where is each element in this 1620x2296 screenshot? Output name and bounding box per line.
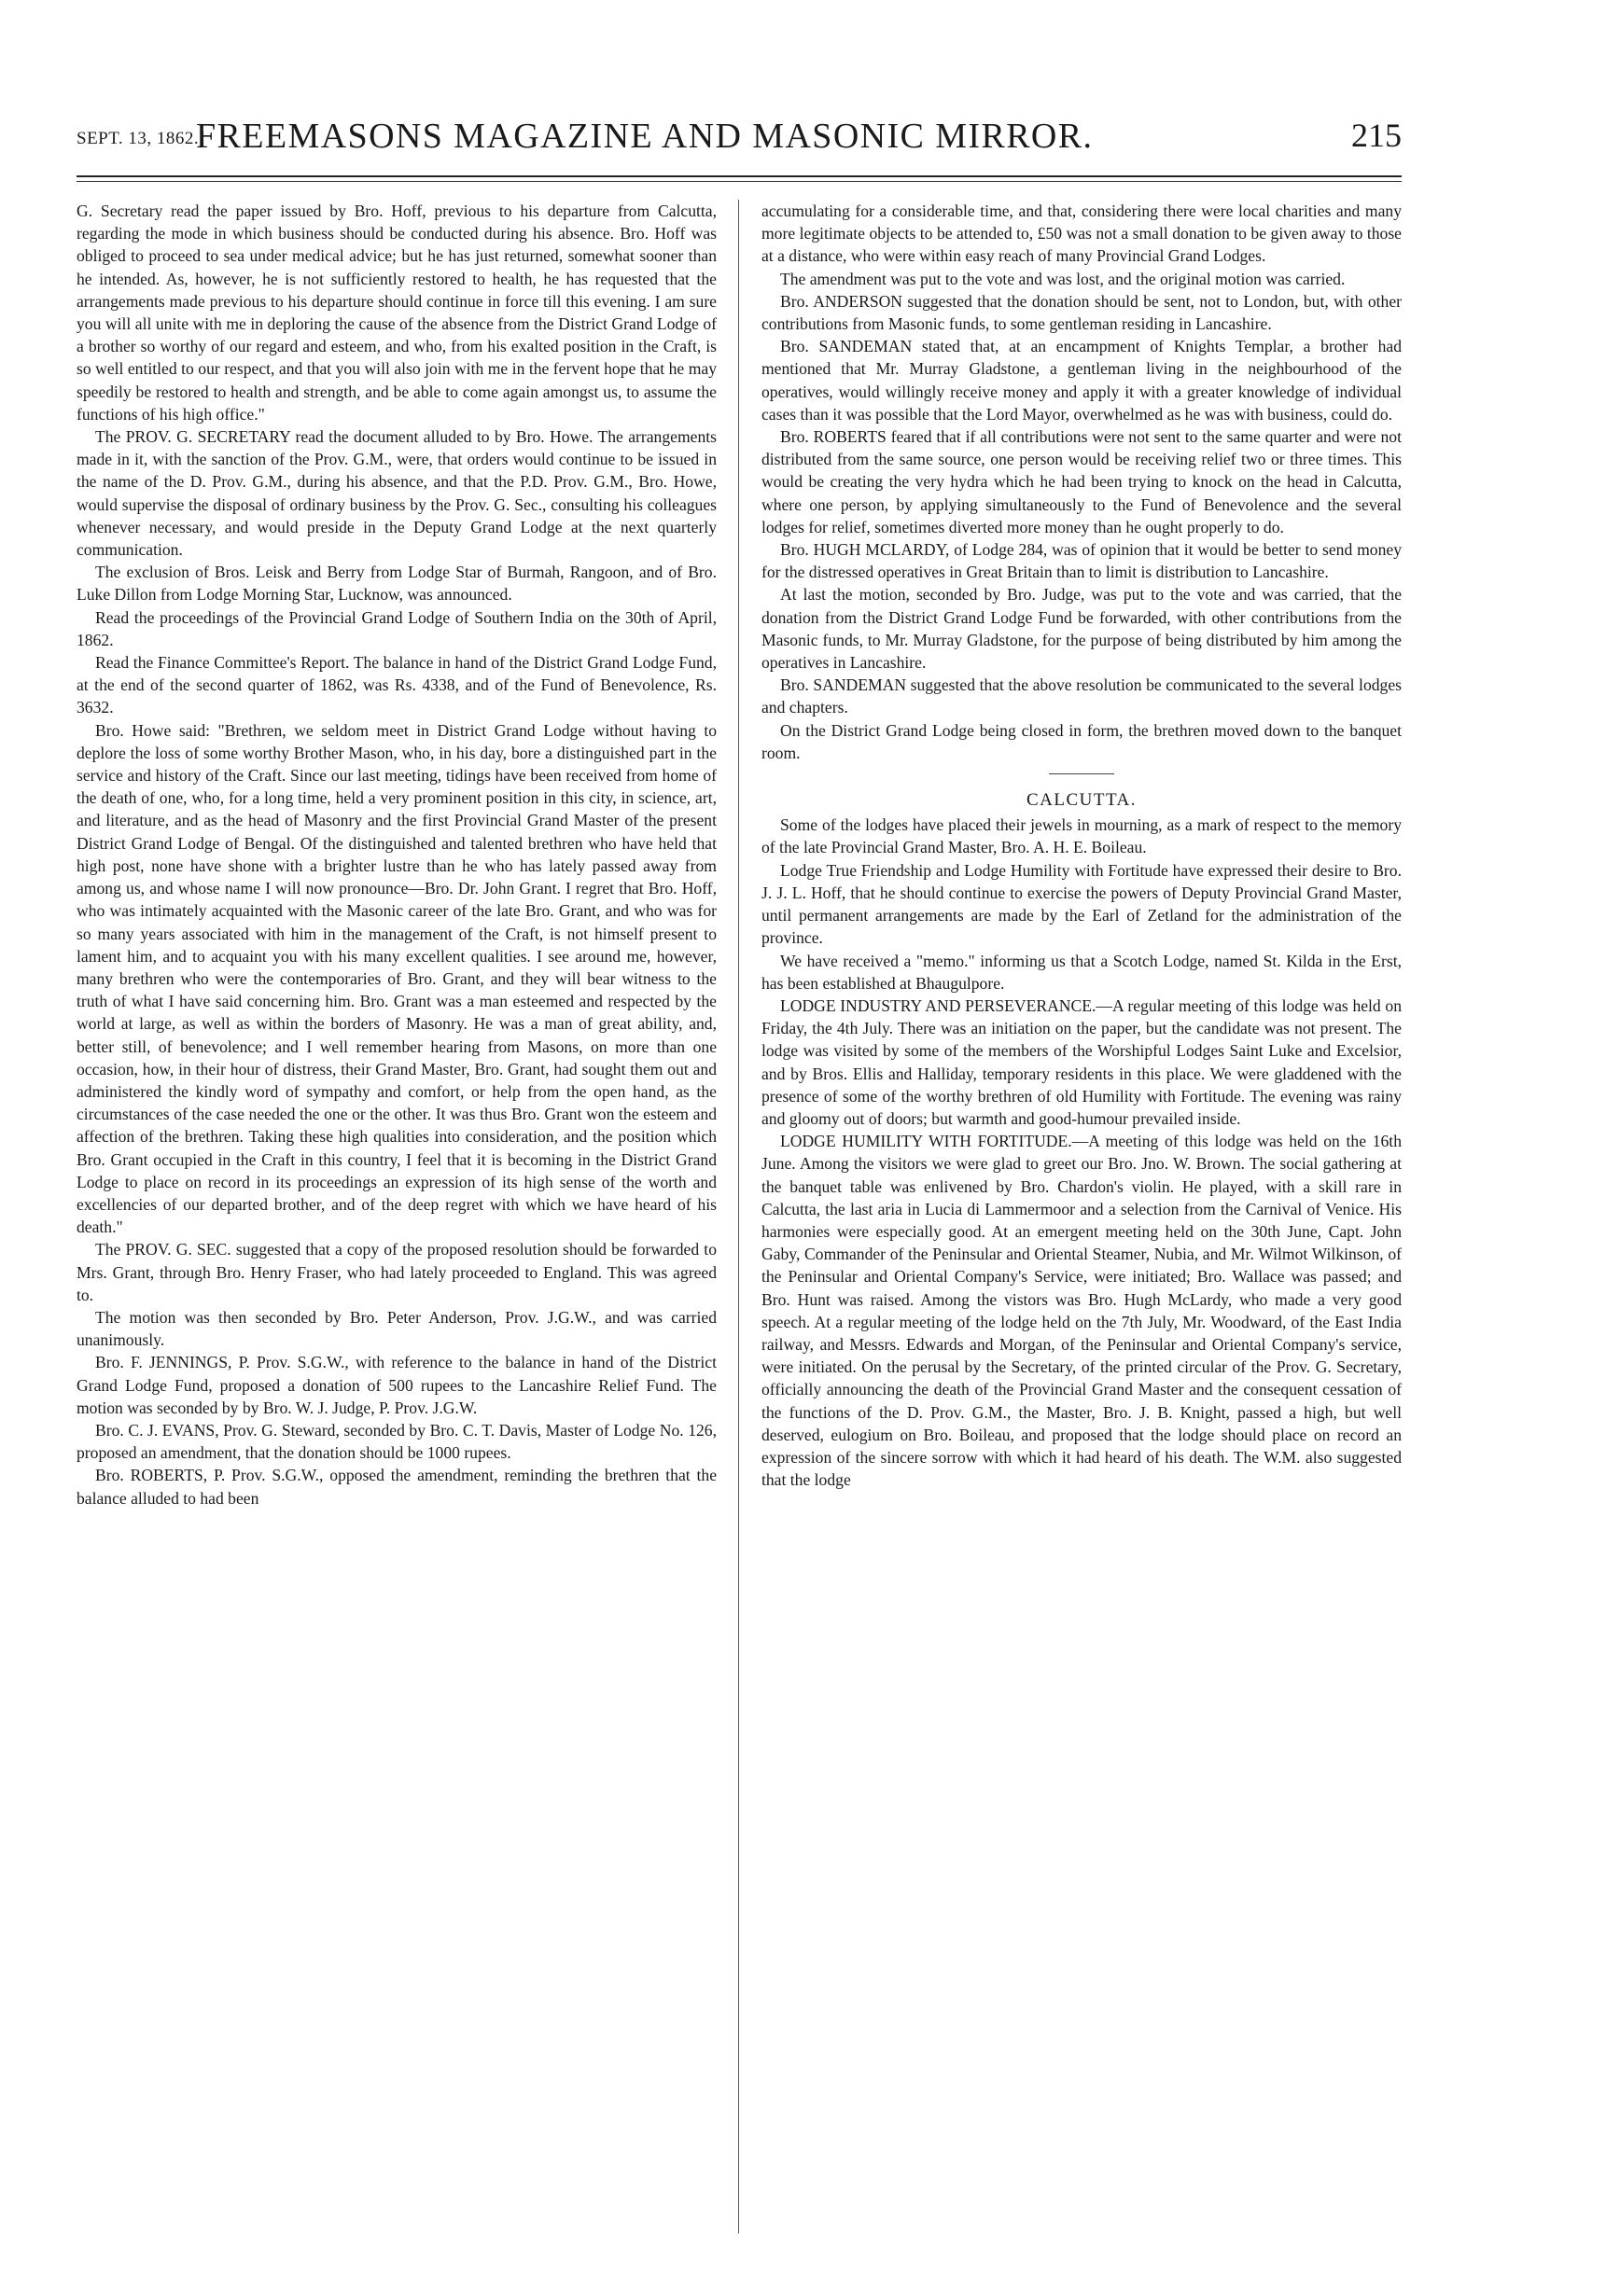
paragraph: The amendment was put to the vote and was lost, and the original motion was carried. [780, 269, 1346, 288]
right-column [761, 200, 1402, 2233]
paragraph: Bro. ROBERTS, P. Prov. S.G.W., opposed the amendment, reminding the brethren that the balance alluded to had been [77, 1466, 717, 1508]
paragraph: The exclusion of Bros. Leisk and Berry from Lodge Star of Burmah, Rangoon, and of Bro. Luke Dillon from Lodge Morning Star, Lucknow, was announced. [77, 563, 717, 605]
magazine-page [77, 103, 1402, 2248]
paragraph: Bro. SANDEMAN suggested that the above resolution be communicated to the several lodges and chapters. [761, 675, 1402, 717]
paragraph: Bro. ANDERSON suggested that the donation should be sent, not to London, but, with other contributions from Masonic funds, to some gentleman residing in Lancashire. [761, 291, 1402, 334]
paragraph: Bro. Howe said: "Brethren, we seldom meet in District Grand Lodge without having to deplore the loss of some worthy Brother Mason, who, in his day, bore a distinguished part in the service and history of the Craft. Since our last meeting, tidings have been received from home of the death of one, who, for a long time, held a very prominent position in this city, in science, art, and literature, and as the head of Masonry and the first Provincial Grand Master of the present District Grand Lodge of Bengal. Of the distinguished and talented brethren who have held that high post, none have shone with a brighter lustre than he who has lately passed away from among us, and whose name I will now pronounce—Bro. Dr. John Grant. I regret that Bro. Hoff, who was intimately acquainted with the Masonic career of the late Bro. Grant, and who was for so many years associated with him in the management of the Craft, is not himself present to lament him, and to acquaint you with his many excellent qualities. I see around me, however, many brethren who were the contemporaries of Bro. Grant, and they will bear witness to the truth of what I have said concerning him. Bro. Grant was a man esteemed and respected by the world at large, as well as within the borders of Masonry. He was a man of great ability, and, better still, of benevolence; and I well remember hearing from Masons, on more than one occasion, how, in their hour of distress, their Grand Master, Bro. Grant, had sought them out and administered the kindly word of sympathy and comfort, or help from the open hand, as the circumstances of the case needed the one or the other. It was thus Bro. Grant won the esteem and affection of the brethren. Taking these high qualities into consideration, and the position which Bro. Grant occupied in the Craft in this country, I feel that it is becoming in the District Grand Lodge to place on record in its proceedings an expression of its high sense of the worth and excellencies of our departed brother, and of the deep regret with which we have heard of his death." [77, 720, 717, 1237]
left-column [77, 200, 717, 2233]
paragraph: We have received a "memo." informing us that a Scotch Lodge, named St. Kilda in the Erst, has been established at Bhaugulpore. [761, 951, 1402, 993]
issue-date: SEPT. 13, 1862.] [77, 129, 206, 148]
paragraph: At last the motion, seconded by Bro. Judge, was put to the vote and was carried, that the donation from the District Grand Lodge Fund be forwarded, with other contributions from the Masonic funds, to Mr. Murray Gladstone, for the purpose of being distributed by him among the operatives in Lancashire. [761, 585, 1402, 673]
page-number: 215 [1351, 117, 1402, 154]
paragraph: G. Secretary read the paper issued by Bro. Hoff, previous to his departure from Calcutta, regarding the mode in which business should be conducted during his absence. Bro. Hoff was obliged to proceed to sea under medical advice; but he has just returned, somewhat sooner than he intended. As, however, he is not sufficiently restored to health, he has requested that the arrangements made previous to his departure should continue in force till this evening. I am sure you will all unite with me in deploring the cause of the absence from the District Grand Lodge of a brother so worthy of our regard and esteem, and who, from his exalted position in the Craft, is so well entitled to our respect, and that you will also join with me in the fervent hope that he may speedily be restored to health and strength, and be able to come again amongst us, to assume the functions of his high office." [77, 202, 717, 424]
paragraph: Read the Finance Committee's Report. The balance in hand of the District Grand Lodge Fund, at the end of the second quarter of 1862, was Rs. 4338, and of the Fund of Benevolence, Rs. 3632. [77, 653, 717, 717]
paragraph: Bro. HUGH MCLARDY, of Lodge 284, was of opinion that it would be better to send money for the distressed operatives in Great Britain than to limit is distribution to Lancashire. [761, 540, 1402, 582]
paragraph: LODGE INDUSTRY AND PERSEVERANCE.—A regular meeting of this lodge was held on Friday, the 4th July. There was an initiation on the paper, but the candidate was not present. The lodge was visited by some of the members of the Worshipful Lodges Saint Luke and Excelsior, and by Bros. Ellis and Halliday, temporary residents in this place. We were gladdened with the presence of some of the worthy brethren of old Humility with Fortitude. The evening was rainy and gloomy out of doors; but warmth and good-humour prevailed inside. [761, 995, 1402, 1128]
paragraph: Read the proceedings of the Provincial Grand Lodge of Southern India on the 30th of April, 1862. [77, 607, 717, 649]
paragraph: On the District Grand Lodge being closed in form, the brethren moved down to the banquet room. [761, 720, 1402, 762]
section-rule [1049, 773, 1114, 774]
paragraph: The PROV. G. SECRETARY read the document alluded to by Bro. Howe. The arrangements made in it, with the sanction of the Prov. G.M., were, that orders would continue to be issued in the name of the D. Prov. G.M., during his absence, and that the P.D. Prov. G.M., Bro. Howe, would supervise the disposal of ordinary business by the Prov. G. Sec., consulting his colleagues whenever necessary, and would preside in the Deputy Grand Lodge at the next quarterly communication. [77, 427, 717, 560]
paragraph: The PROV. G. SEC. suggested that a copy of the proposed resolution should be forwarded to Mrs. Grant, through Bro. Henry Fraser, who had lately proceeded to England. This was agreed to. [77, 1240, 717, 1304]
paragraph: LODGE HUMILITY WITH FORTITUDE.—A meeting of this lodge was held on the 16th June. Among the visitors we were glad to greet our Bro. Jno. W. Brown. The social gathering at the banquet table was enlivened by Bro. Chardon's violin. He played, with a skill rare in Calcutta, the last aria in Lucia di Lammermoor and a selection from the Carnival of Venice. His harmonies were especially good. At an emergent meeting held on the 30th June, Capt. John Gaby, Commander of the Peninsular and Oriental Steamer, Nubia, and Mr. Wilmot Wilkinson, of the Peninsular and Oriental Company's Service, were initiated; Bro. Wallace was passed; and Bro. Hunt was raised. Among the vistors was Bro. Hugh McLardy, who made a very good speech. At a regular meeting of the lodge held on the 7th July, Mr. Woodward, of the East India railway, and Messrs. Edwards and Morgan, of the Peninsular and Oriental Company's service, were initiated. On the perusal by the Secretary, of the printed circular of the Prov. G. Secretary, officially announcing the death of the Provincial Grand Master and the consequent cessation of the functions of the D. Prov. G.M., the Master, Bro. J. B. Knight, passed a high, but well deserved, eulogium on Bro. Boileau, and proposed that the lodge should place on record an expression of the sincere sorrow with which it had heard of his death. The W.M. also suggested that the lodge [761, 1132, 1402, 1490]
paragraph: Bro. ROBERTS feared that if all contributions were not sent to the same quarter and were not distributed from the same source, one person would be receiving relief two or three times. This would be creating the very hydra which he had been trying to knock on the head in Calcutta, where one person, by applying simultaneously to the Fund of Benevolence and the several lodges for relief, sometimes diverted more money than he ought properly to do. [761, 427, 1402, 536]
paragraph: Lodge True Friendship and Lodge Humility with Fortitude have expressed their desire to Bro. J. J. L. Hoff, that he should continue to exercise the powers of Deputy Provincial Grand Master, until permanent arrangements are made by the Earl of Zetland for the administration of the province. [761, 860, 1402, 948]
masthead-title: FREEMASONS MAGAZINE AND MASONIC MIRROR. [196, 117, 1094, 156]
column-divider [738, 200, 739, 2233]
page-header [77, 103, 1402, 168]
paragraph: Bro. C. J. EVANS, Prov. G. Steward, seconded by Bro. C. T. Davis, Master of Lodge No. 126, proposed an amendment, that the donation should be 1000 rupees. [77, 1420, 717, 1463]
header-rule-thin [77, 181, 1402, 182]
paragraph: The motion was then seconded by Bro. Peter Anderson, Prov. J.G.W., and was carried unanimously. [77, 1307, 717, 1350]
header-rule-thick [77, 175, 1402, 177]
section-heading-calcutta: CALCUTTA. [1026, 790, 1138, 811]
paragraph: Bro. SANDEMAN stated that, at an encampment of Knights Templar, a brother had mentioned that Mr. Murray Gladstone, a gentleman living in the neighbourhood of the operatives, would willingly receive money and apply it with a greater knowledge of individual cases than it was possible that the Lord Mayor, overwhelmed as he was with business, could do. [761, 337, 1402, 424]
paragraph: Bro. F. JENNINGS, P. Prov. S.G.W., with reference to the balance in hand of the District Grand Lodge Fund, proposed a donation of 500 rupees to the Lancashire Relief Fund. The motion was seconded by by Bro. W. J. Judge, P. Prov. J.G.W. [77, 1353, 717, 1417]
paragraph: accumulating for a considerable time, and that, considering there were local charities and many more legitimate objects to be attended to, £50 was not a small donation to be given away to those at a distance, who were within easy reach of many Provincial Grand Lodges. [761, 202, 1402, 266]
article-columns [77, 200, 1402, 2233]
paragraph: Some of the lodges have placed their jewels in mourning, as a mark of respect to the memory of the late Provincial Grand Master, Bro. A. H. E. Boileau. [761, 815, 1402, 857]
